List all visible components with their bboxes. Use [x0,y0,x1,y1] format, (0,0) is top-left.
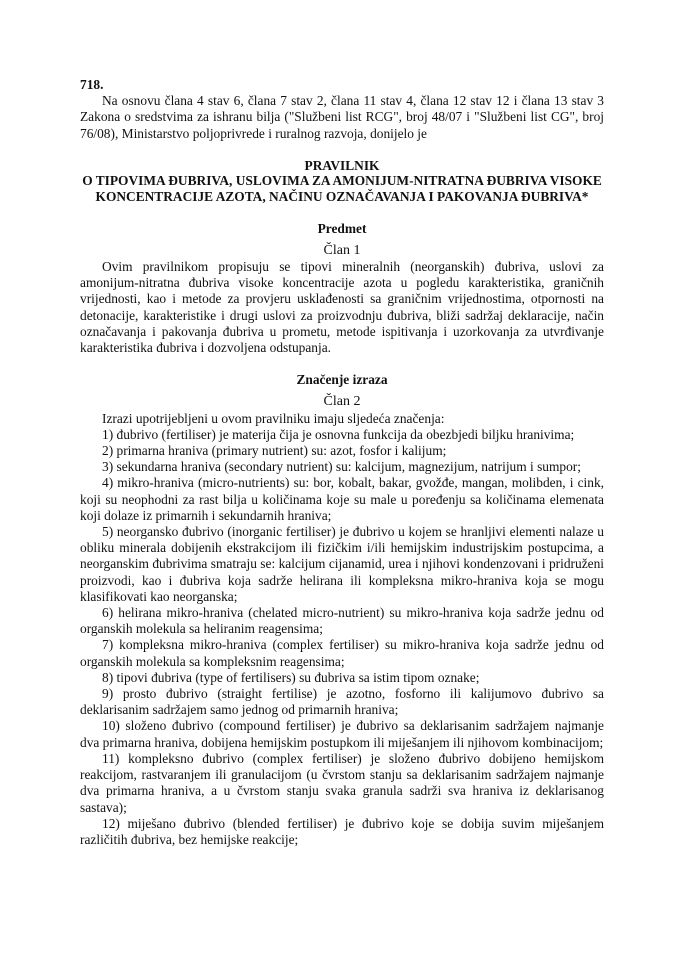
document-page [80,77,604,848]
article-2-intro: Izrazi upotrijebljeni u ovom pravilniku imaju sljedeća značenja: [102,410,445,426]
definition-item: 5) neorgansko đubrivo (inorganic fertiliser) je đubrivo u kojem se hranljivi elementi nalaze u obliku minerala dobijenih ekstrakcijom ili fizičkim i/ili hemijskim industrijskim postupcima, a neorganskim đubrivima smatraju se: kalcijum cijanamid, urea i njihovi kondenzovani i pridruženi proizvodi, kao i đubriva koja sadrže helirana ili kompleksna mikro-hraniva koja se mogu klasifikovati kao neorganska; [80,524,604,604]
definition-item: 3) sekundarna hraniva (secondary nutrient) su: kalcijum, magnezijum, natrijum i sumpor; [102,459,581,475]
definition-item: 10) složeno đubrivo (compound fertiliser) je đubrivo sa deklarisanim sadržajem najmanje dva primarna hraniva, dobijena hemijskim postupkom ili miješanjem ili njihovom kombinacijom; [80,718,604,750]
title-line1: PRAVILNIK [304,157,380,173]
article-1-label: Član 1 [323,242,361,258]
definition-item: 6) helirana mikro-hraniva (chelated micro-nutrient) su mikro-hraniva koja sadrže jednu od organskih molekula sa heliranim reagensima; [80,605,604,637]
definition-item: 9) prosto đubrivo (straight fertilise) je azotno, fosforno ili kalijumovo đubrivo sa deklarisanim sadržajem samo jednog od primarnih hraniva; [80,686,604,718]
preamble: Na osnovu člana 4 stav 6, člana 7 stav 2, člana 11 stav 4, člana 12 stav 12 i člana 13 stav 3 Zakona o sredstvima za ishranu bilja ("Službeni list RCG", broj 48/07 i "Službeni list CG", broj 76/08), Ministarstvo poljoprivrede i ruralnog razvoja, donijelo je [80,93,604,141]
document-title [80,158,604,205]
definition-list [80,427,604,848]
section-heading-predmet: Predmet [317,220,367,236]
definition-item: 12) miješano đubrivo (blended fertiliser) je đubrivo koje se dobija suvim miješanjem različitih đubriva, bez hemijske reakcije; [80,815,604,847]
article-2-label: Član 2 [323,394,361,410]
definition-item: 8) tipovi đubriva (type of fertilisers) su đubriva sa istim tipom oznake; [102,669,480,685]
definition-item: 4) mikro-hraniva (micro-nutrients) su: bor, kobalt, bakar, gvožđe, mangan, molibden, i cink, koji su neophodni za rast bilja u količinama koje su male u poređenju sa količinama elemenata koji dolaze iz primarnih i sekundarnih hraniva; [80,475,604,523]
definition-item: 2) primarna hraniva (primary nutrient) su: azot, fosfor i kalijum; [102,443,447,459]
section-heading-znacenje: Značenje izraza [296,372,388,388]
title-line2: O TIPOVIMA ĐUBRIVA, USLOVIMA ZA AMONIJUM-NITRATNA ĐUBRIVA VISOKE KONCENTRACIJE AZOTA, NAČINU OZNAČAVANJA I PAKOVANJA ĐUBRIVA* [82,173,602,204]
definition-item: 11) kompleksno đubrivo (complex fertiliser) je složeno đubrivo dobijeno hemijskom reakcijom, rastvaranjem ili granulacijom (u čvrstom stanju sa deklarisanim sadržajem najmanje dva primarna hraniva, a u čvrstom stanju svaka granula sadrži sva hraniva iz deklarisanog sastava); [80,750,604,815]
article-1-text: Ovim pravilnikom propisuju se tipovi mineralnih (neorganskih) đubriva, uslovi za amonijum-nitratna đubriva visoke koncentracije azota u pogledu karakteristika, graničnih vrijednosti, kao i metode za provjeru usklađenosti sa graničnim vrijednostima, otpornosti na detonacije, karakteristike i drugi uslovi za proizvodnju đubriva, bliži sadržaj deklaracije, način označavanja i pakovanja đubriva u prometu, metode ispitivanja i uzorkovanja za utvrđivanje karakteristika đubriva i dozvoljena odstupanja. [80,259,604,356]
definition-item: 1) đubrivo (fertiliser) je materija čija je osnovna funkcija da obezbjedi biljku hranivima; [102,426,575,442]
definition-item: 7) kompleksna mikro-hraniva (complex fertiliser) su mikro-hraniva koja sadrže jednu od organskih molekula sa kompleksnim reagensima; [80,637,604,669]
document-number: 718. [80,77,104,92]
